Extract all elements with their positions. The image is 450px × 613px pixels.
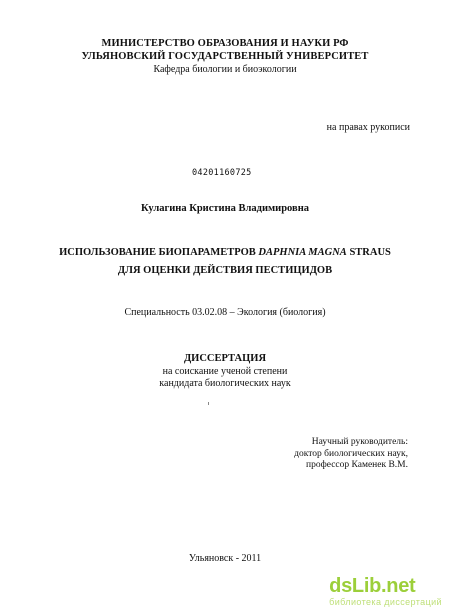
supervisor-line2: доктор биологических наук, [294, 448, 408, 459]
scan-speck [208, 402, 209, 405]
watermark-logo-tld: .net [381, 575, 416, 597]
title-suffix: STRAUS [346, 247, 391, 258]
specialty: Специальность 03.02.08 – Экология (биология) [124, 307, 326, 318]
supervisor-block [294, 437, 408, 472]
university-heading: УЛЬЯНОВСКИЙ ГОСУДАРСТВЕННЫЙ УНИВЕРСИТЕТ [81, 51, 369, 62]
watermark-logo [329, 576, 442, 596]
dissertation-title-line2: ДЛЯ ОЦЕНКИ ДЕЙСТВИЯ ПЕСТИЦИДОВ [117, 265, 333, 276]
degree-line2: кандидата биологических наук [159, 378, 291, 389]
rights-note: на правах рукописи [326, 122, 410, 133]
title-prefix: ИСПОЛЬЗОВАНИЕ БИОПАРАМЕТРОВ [59, 247, 259, 258]
department-heading: Кафедра биологии и биоэкологии [153, 64, 297, 75]
document-number: 04201160725 [192, 168, 252, 178]
author-name: Кулагина Кристина Владимировна [140, 203, 310, 214]
dissertation-title-line1 [0, 247, 450, 258]
title-species: DAPHNIA MAGNA [258, 247, 347, 258]
watermark-logo-main: dsLib [329, 575, 382, 597]
place-year: Ульяновск - 2011 [188, 553, 262, 564]
ministry-heading: МИНИСТЕРСТВО ОБРАЗОВАНИЯ И НАУКИ РФ [101, 38, 349, 49]
dissertation-label: ДИССЕРТАЦИЯ [183, 353, 267, 364]
supervisor-line3: профессор Каменек В.М. [306, 460, 408, 470]
dslib-watermark [329, 576, 442, 607]
degree-line1: на соискание ученой степени [162, 366, 288, 377]
watermark-tagline: библиотека диссертаций [329, 597, 442, 607]
supervisor-line1: Научный руководитель: [311, 437, 408, 447]
